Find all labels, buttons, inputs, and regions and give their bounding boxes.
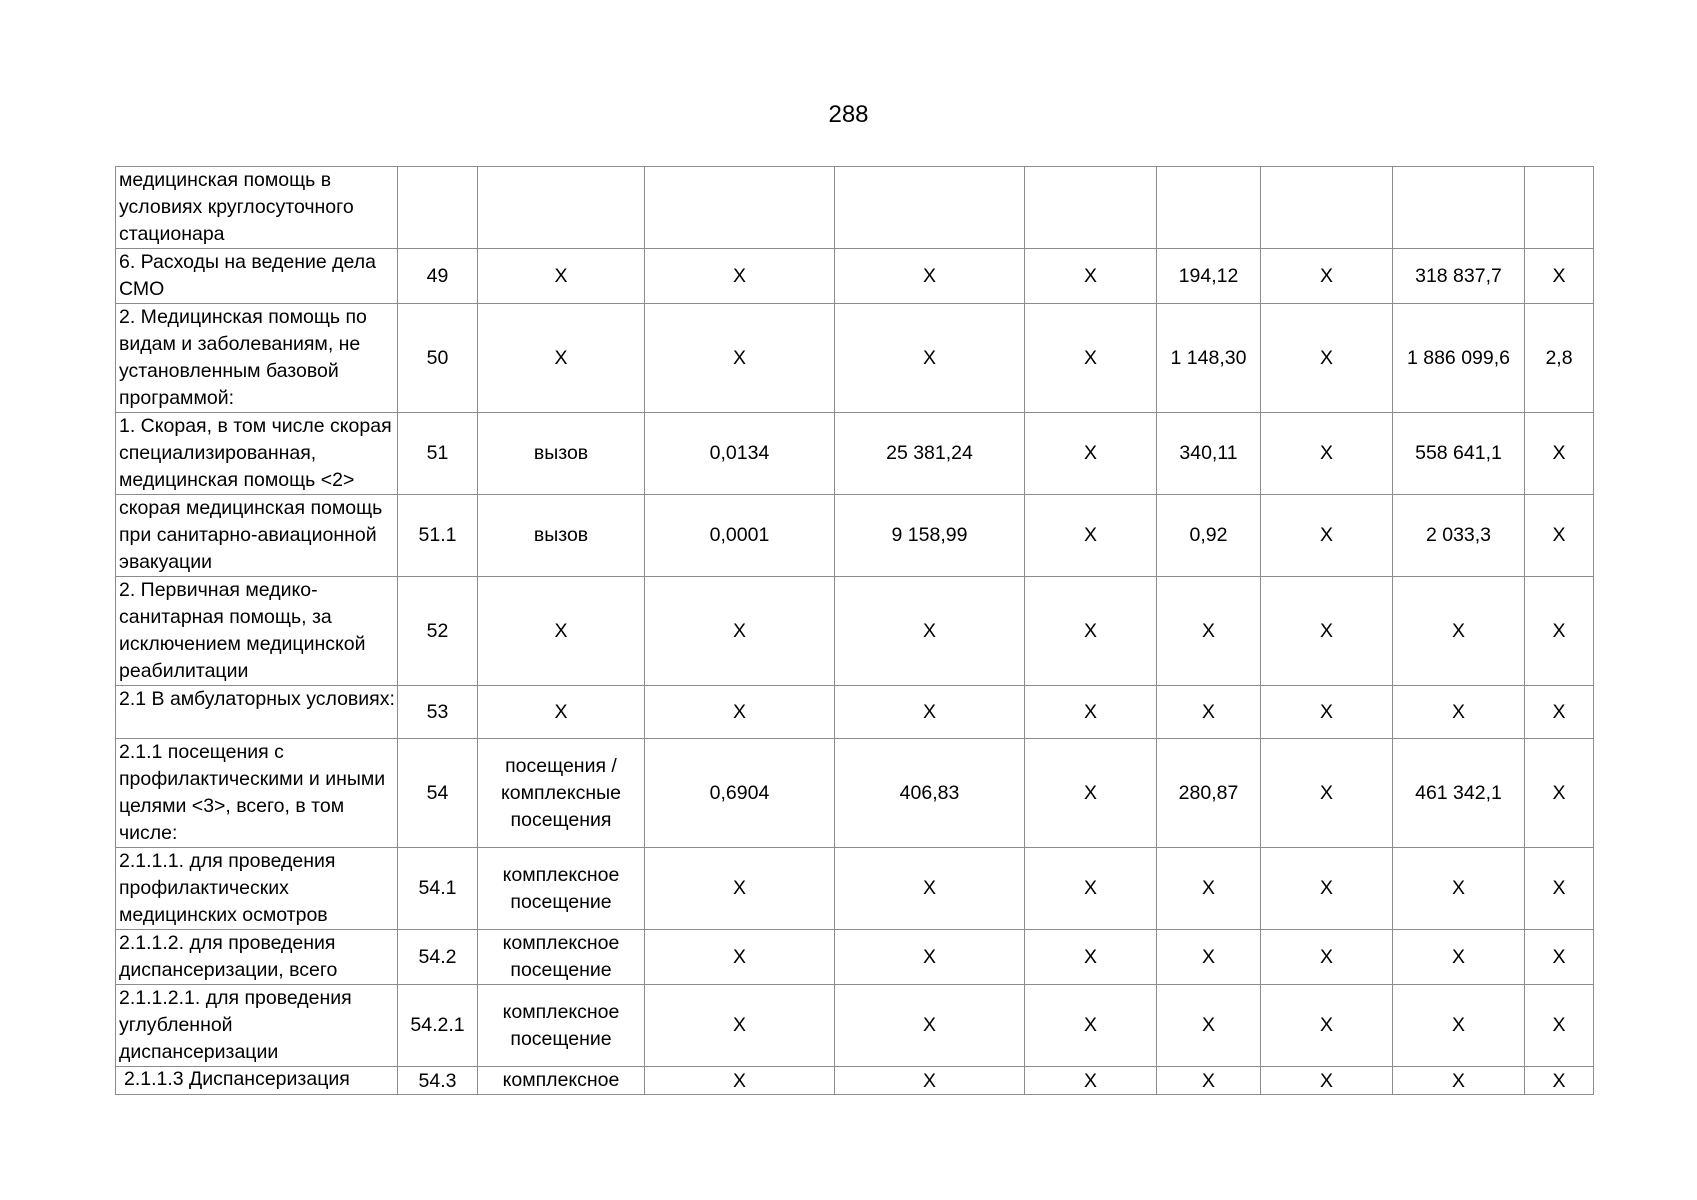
value-cell: 340,11 xyxy=(1157,413,1261,495)
row-name-cell: 2.1.1 посещения с профилактическими и иными целями <3>, всего, в том числе: xyxy=(116,739,398,848)
unit-cell: X xyxy=(478,686,645,739)
value-cell: X xyxy=(645,304,835,413)
value-cell: X xyxy=(1261,848,1393,930)
value-cell: X xyxy=(645,577,835,686)
value-cell: X xyxy=(645,930,835,985)
value-cell: X xyxy=(1393,1067,1525,1095)
page-number: 288 xyxy=(828,101,869,128)
value-cell: X xyxy=(835,930,1025,985)
value-cell: 2 033,3 xyxy=(1393,495,1525,577)
row-number-cell: 54 xyxy=(398,739,478,848)
value-cell: X xyxy=(645,686,835,739)
value-cell: 0,92 xyxy=(1157,495,1261,577)
row-number-cell: 53 xyxy=(398,686,478,739)
value-cell: X xyxy=(1393,686,1525,739)
value-cell: 194,12 xyxy=(1157,249,1261,304)
value-cell: X xyxy=(1261,739,1393,848)
value-cell: X xyxy=(1261,985,1393,1067)
row-name-cell: 6. Расходы на ведение дела СМО xyxy=(116,249,398,304)
value-cell: X xyxy=(1261,249,1393,304)
table-row xyxy=(116,167,1594,249)
table-row xyxy=(116,686,1594,739)
value-cell: X xyxy=(835,848,1025,930)
table-row xyxy=(116,495,1594,577)
value-cell: X xyxy=(1525,739,1594,848)
value-cell xyxy=(1393,167,1525,249)
value-cell: X xyxy=(1261,930,1393,985)
row-name-cell: 1. Скорая, в том числе скорая специализированная, медицинская помощь <2> xyxy=(116,413,398,495)
value-cell: 0,0001 xyxy=(645,495,835,577)
value-cell: 558 641,1 xyxy=(1393,413,1525,495)
value-cell: X xyxy=(1525,413,1594,495)
value-cell: X xyxy=(1025,304,1157,413)
row-name-cell: 2. Медицинская помощь по видам и заболеваниям, не установленным базовой программой: xyxy=(116,304,398,413)
value-cell: X xyxy=(1025,413,1157,495)
table-row xyxy=(116,577,1594,686)
row-name-cell: 2.1.1.2.1. для проведения углубленной диспансеризации xyxy=(116,985,398,1067)
value-cell: 2,8 xyxy=(1525,304,1594,413)
value-cell: X xyxy=(1025,1067,1157,1095)
table-row xyxy=(116,739,1594,848)
value-cell: 0,6904 xyxy=(645,739,835,848)
value-cell: X xyxy=(1525,495,1594,577)
value-cell xyxy=(835,167,1025,249)
unit-cell: комплексное посещение xyxy=(478,848,645,930)
table-row xyxy=(116,413,1594,495)
value-cell: X xyxy=(1261,686,1393,739)
value-cell: X xyxy=(1261,304,1393,413)
row-number-cell xyxy=(398,167,478,249)
unit-cell: вызов xyxy=(478,413,645,495)
row-name-cell: 2.1 В амбулаторных условиях: xyxy=(116,686,398,739)
row-number-cell: 51.1 xyxy=(398,495,478,577)
value-cell: X xyxy=(1025,495,1157,577)
value-cell: X xyxy=(1393,577,1525,686)
value-cell: X xyxy=(835,304,1025,413)
row-number-cell: 51 xyxy=(398,413,478,495)
unit-cell: X xyxy=(478,304,645,413)
table-row xyxy=(116,249,1594,304)
unit-cell: комплексное посещение xyxy=(478,985,645,1067)
unit-cell: X xyxy=(478,577,645,686)
value-cell: X xyxy=(1157,848,1261,930)
value-cell: X xyxy=(1393,985,1525,1067)
value-cell: 25 381,24 xyxy=(835,413,1025,495)
row-number-cell: 54.2 xyxy=(398,930,478,985)
value-cell: X xyxy=(1261,495,1393,577)
row-name-cell: 2.1.1.3 Диспансеризация xyxy=(116,1067,398,1095)
row-number-cell: 54.2.1 xyxy=(398,985,478,1067)
table-row xyxy=(116,848,1594,930)
value-cell: 1 148,30 xyxy=(1157,304,1261,413)
row-name-cell: 2. Первичная медико-санитарная помощь, за исключением медицинской реабилитации xyxy=(116,577,398,686)
value-cell: X xyxy=(1157,1067,1261,1095)
value-cell: 406,83 xyxy=(835,739,1025,848)
value-cell: X xyxy=(1025,249,1157,304)
value-cell: X xyxy=(1525,930,1594,985)
value-cell: X xyxy=(1525,985,1594,1067)
value-cell: X xyxy=(835,686,1025,739)
value-cell: 280,87 xyxy=(1157,739,1261,848)
value-cell: X xyxy=(645,985,835,1067)
value-cell: 1 886 099,6 xyxy=(1393,304,1525,413)
row-name-cell: медицинская помощь в условиях круглосуточного стационара xyxy=(116,167,398,249)
value-cell xyxy=(1025,167,1157,249)
value-cell: X xyxy=(835,577,1025,686)
value-cell: X xyxy=(1025,848,1157,930)
unit-cell: посещения / комплексные посещения xyxy=(478,739,645,848)
value-cell: X xyxy=(1157,686,1261,739)
value-cell: X xyxy=(835,985,1025,1067)
value-cell: X xyxy=(1261,1067,1393,1095)
value-cell xyxy=(1525,167,1594,249)
value-cell xyxy=(1261,167,1393,249)
row-name-cell: 2.1.1.1. для проведения профилактических медицинских осмотров xyxy=(116,848,398,930)
unit-cell: вызов xyxy=(478,495,645,577)
row-name-cell: скорая медицинская помощь при санитарно-авиационной эвакуации xyxy=(116,495,398,577)
value-cell: X xyxy=(1525,249,1594,304)
value-cell: X xyxy=(835,1067,1025,1095)
value-cell: X xyxy=(1393,930,1525,985)
value-cell: X xyxy=(1261,413,1393,495)
table-row xyxy=(116,1067,1594,1095)
value-cell: X xyxy=(1525,1067,1594,1095)
value-cell: 9 158,99 xyxy=(835,495,1025,577)
value-cell: X xyxy=(1157,985,1261,1067)
unit-cell: комплексное xyxy=(478,1067,645,1095)
value-cell: X xyxy=(645,1067,835,1095)
value-cell: X xyxy=(1025,739,1157,848)
value-cell: X xyxy=(1525,848,1594,930)
value-cell: X xyxy=(1025,577,1157,686)
value-cell: X xyxy=(1393,848,1525,930)
value-cell: X xyxy=(645,249,835,304)
value-cell: X xyxy=(835,249,1025,304)
value-cell: X xyxy=(1025,985,1157,1067)
table-row xyxy=(116,930,1594,985)
value-cell: 0,0134 xyxy=(645,413,835,495)
financing-table xyxy=(115,166,1594,1095)
value-cell: X xyxy=(1525,577,1594,686)
value-cell xyxy=(645,167,835,249)
row-number-cell: 49 xyxy=(398,249,478,304)
value-cell: X xyxy=(1157,577,1261,686)
row-number-cell: 50 xyxy=(398,304,478,413)
value-cell: X xyxy=(1261,577,1393,686)
table-row xyxy=(116,985,1594,1067)
value-cell: X xyxy=(1025,686,1157,739)
value-cell: X xyxy=(1157,930,1261,985)
row-name-cell: 2.1.1.2. для проведения диспансеризации, всего xyxy=(116,930,398,985)
unit-cell xyxy=(478,167,645,249)
value-cell: X xyxy=(1525,686,1594,739)
unit-cell: X xyxy=(478,249,645,304)
row-number-cell: 54.3 xyxy=(398,1067,478,1095)
value-cell: X xyxy=(1025,930,1157,985)
row-number-cell: 54.1 xyxy=(398,848,478,930)
value-cell xyxy=(1157,167,1261,249)
value-cell: 461 342,1 xyxy=(1393,739,1525,848)
value-cell: X xyxy=(645,848,835,930)
row-number-cell: 52 xyxy=(398,577,478,686)
value-cell: 318 837,7 xyxy=(1393,249,1525,304)
unit-cell: комплексное посещение xyxy=(478,930,645,985)
table-row xyxy=(116,304,1594,413)
